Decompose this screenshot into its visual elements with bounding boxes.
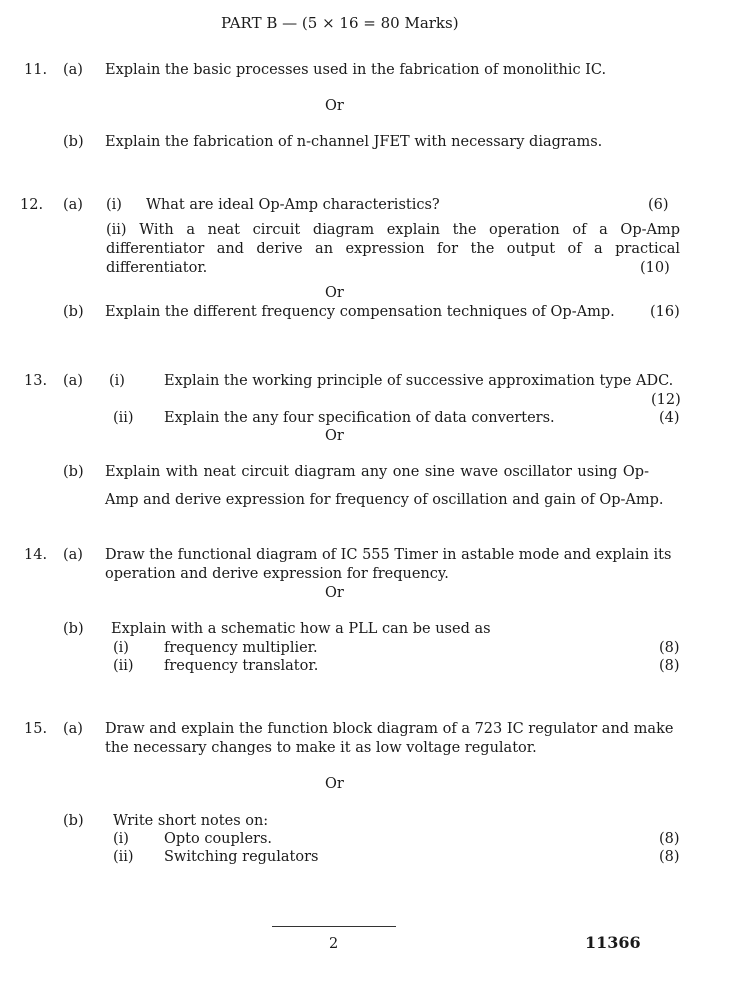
q14-b-text: Explain with a schematic how a PLL can be used as [111, 621, 491, 637]
q14-b-i-marks: (8) [659, 640, 680, 656]
question-number-13: 13. [24, 373, 48, 389]
q13-a-ii-label: (ii) [113, 410, 134, 426]
q15-b-text: Write short notes on: [113, 813, 269, 829]
q14-b-i-text: frequency multiplier. [164, 640, 318, 656]
q15-b-ii-label: (ii) [113, 849, 134, 865]
q12-b-label: (b) [63, 304, 84, 320]
q13-b-label: (b) [63, 464, 84, 480]
q13-a-i-marks: (12) [651, 392, 681, 408]
q14-b-ii-label: (ii) [113, 658, 134, 674]
or-divider: Or [325, 585, 344, 601]
question-number-15: 15. [24, 721, 48, 737]
q14-b-ii-marks: (8) [659, 658, 680, 674]
q13-b-line1: Explain with neat circuit diagram any one sine wave oscillator using Op- [105, 464, 649, 480]
q13-b-line2: Amp and derive expression for frequency of oscillation and gain of Op-Amp. [105, 492, 664, 508]
question-number-11: 11. [24, 62, 48, 78]
q15-a-line1: Draw and explain the function block diagram of a 723 IC regulator and make [105, 721, 674, 737]
or-divider: Or [325, 285, 344, 301]
q15-b-i-marks: (8) [659, 831, 680, 847]
q11-a-label: (a) [63, 62, 83, 78]
section-heading: PART B — (5 × 16 = 80 Marks) [221, 14, 459, 32]
q13-a-ii-text: Explain the any four specification of data converters. [164, 410, 555, 426]
question-number-12: 12. [20, 197, 44, 213]
q11-b-text: Explain the fabrication of n-channel JFET with necessary diagrams. [105, 134, 603, 150]
q12-a-i-text: What are ideal Op-Amp characteristics? [146, 197, 440, 213]
q12-a-ii-line3: differentiator. [106, 260, 208, 276]
or-divider: Or [325, 98, 344, 114]
footer-rule [272, 926, 396, 927]
q14-b-i-label: (i) [113, 640, 129, 656]
paper-code: 11366 [585, 933, 641, 952]
question-number-14: 14. [24, 547, 48, 563]
q13-a-i-text: Explain the working principle of successive approximation type ADC. [164, 373, 674, 389]
q15-b-label: (b) [63, 813, 84, 829]
q12-a-ii-marks: (10) [640, 260, 670, 276]
q12-b-text: Explain the different frequency compensation techniques of Op-Amp. [105, 304, 615, 320]
q12-b-marks: (16) [650, 304, 680, 320]
q13-a-ii-marks: (4) [659, 410, 680, 426]
q12-a-i-label: (i) [106, 197, 122, 213]
q13-a-i-label: (i) [109, 373, 125, 389]
page-number: 2 [329, 936, 339, 952]
q12-a-ii-line2: differentiator and derive an expression for the output of a practical [106, 241, 680, 257]
or-divider: Or [325, 776, 344, 792]
q12-a-ii-line1: (ii) With a neat circuit diagram explain the operation of a Op-Amp [106, 222, 680, 238]
q15-b-i-label: (i) [113, 831, 129, 847]
or-divider: Or [325, 428, 344, 444]
q14-a-line2: operation and derive expression for frequency. [105, 566, 449, 582]
q15-b-ii-text: Switching regulators [164, 849, 319, 865]
q15-b-ii-marks: (8) [659, 849, 680, 865]
q15-a-label: (a) [63, 721, 83, 737]
q11-b-label: (b) [63, 134, 84, 150]
q14-b-ii-text: frequency translator. [164, 658, 319, 674]
q14-a-line1: Draw the functional diagram of IC 555 Timer in astable mode and explain its [105, 547, 672, 563]
q12-a-i-marks: (6) [648, 197, 669, 213]
q14-b-label: (b) [63, 621, 84, 637]
q13-a-label: (a) [63, 373, 83, 389]
q15-a-line2: the necessary changes to make it as low voltage regulator. [105, 740, 537, 756]
q11-a-text: Explain the basic processes used in the fabrication of monolithic IC. [105, 62, 607, 78]
q12-a-label: (a) [63, 197, 83, 213]
q15-b-i-text: Opto couplers. [164, 831, 273, 847]
q14-a-label: (a) [63, 547, 83, 563]
